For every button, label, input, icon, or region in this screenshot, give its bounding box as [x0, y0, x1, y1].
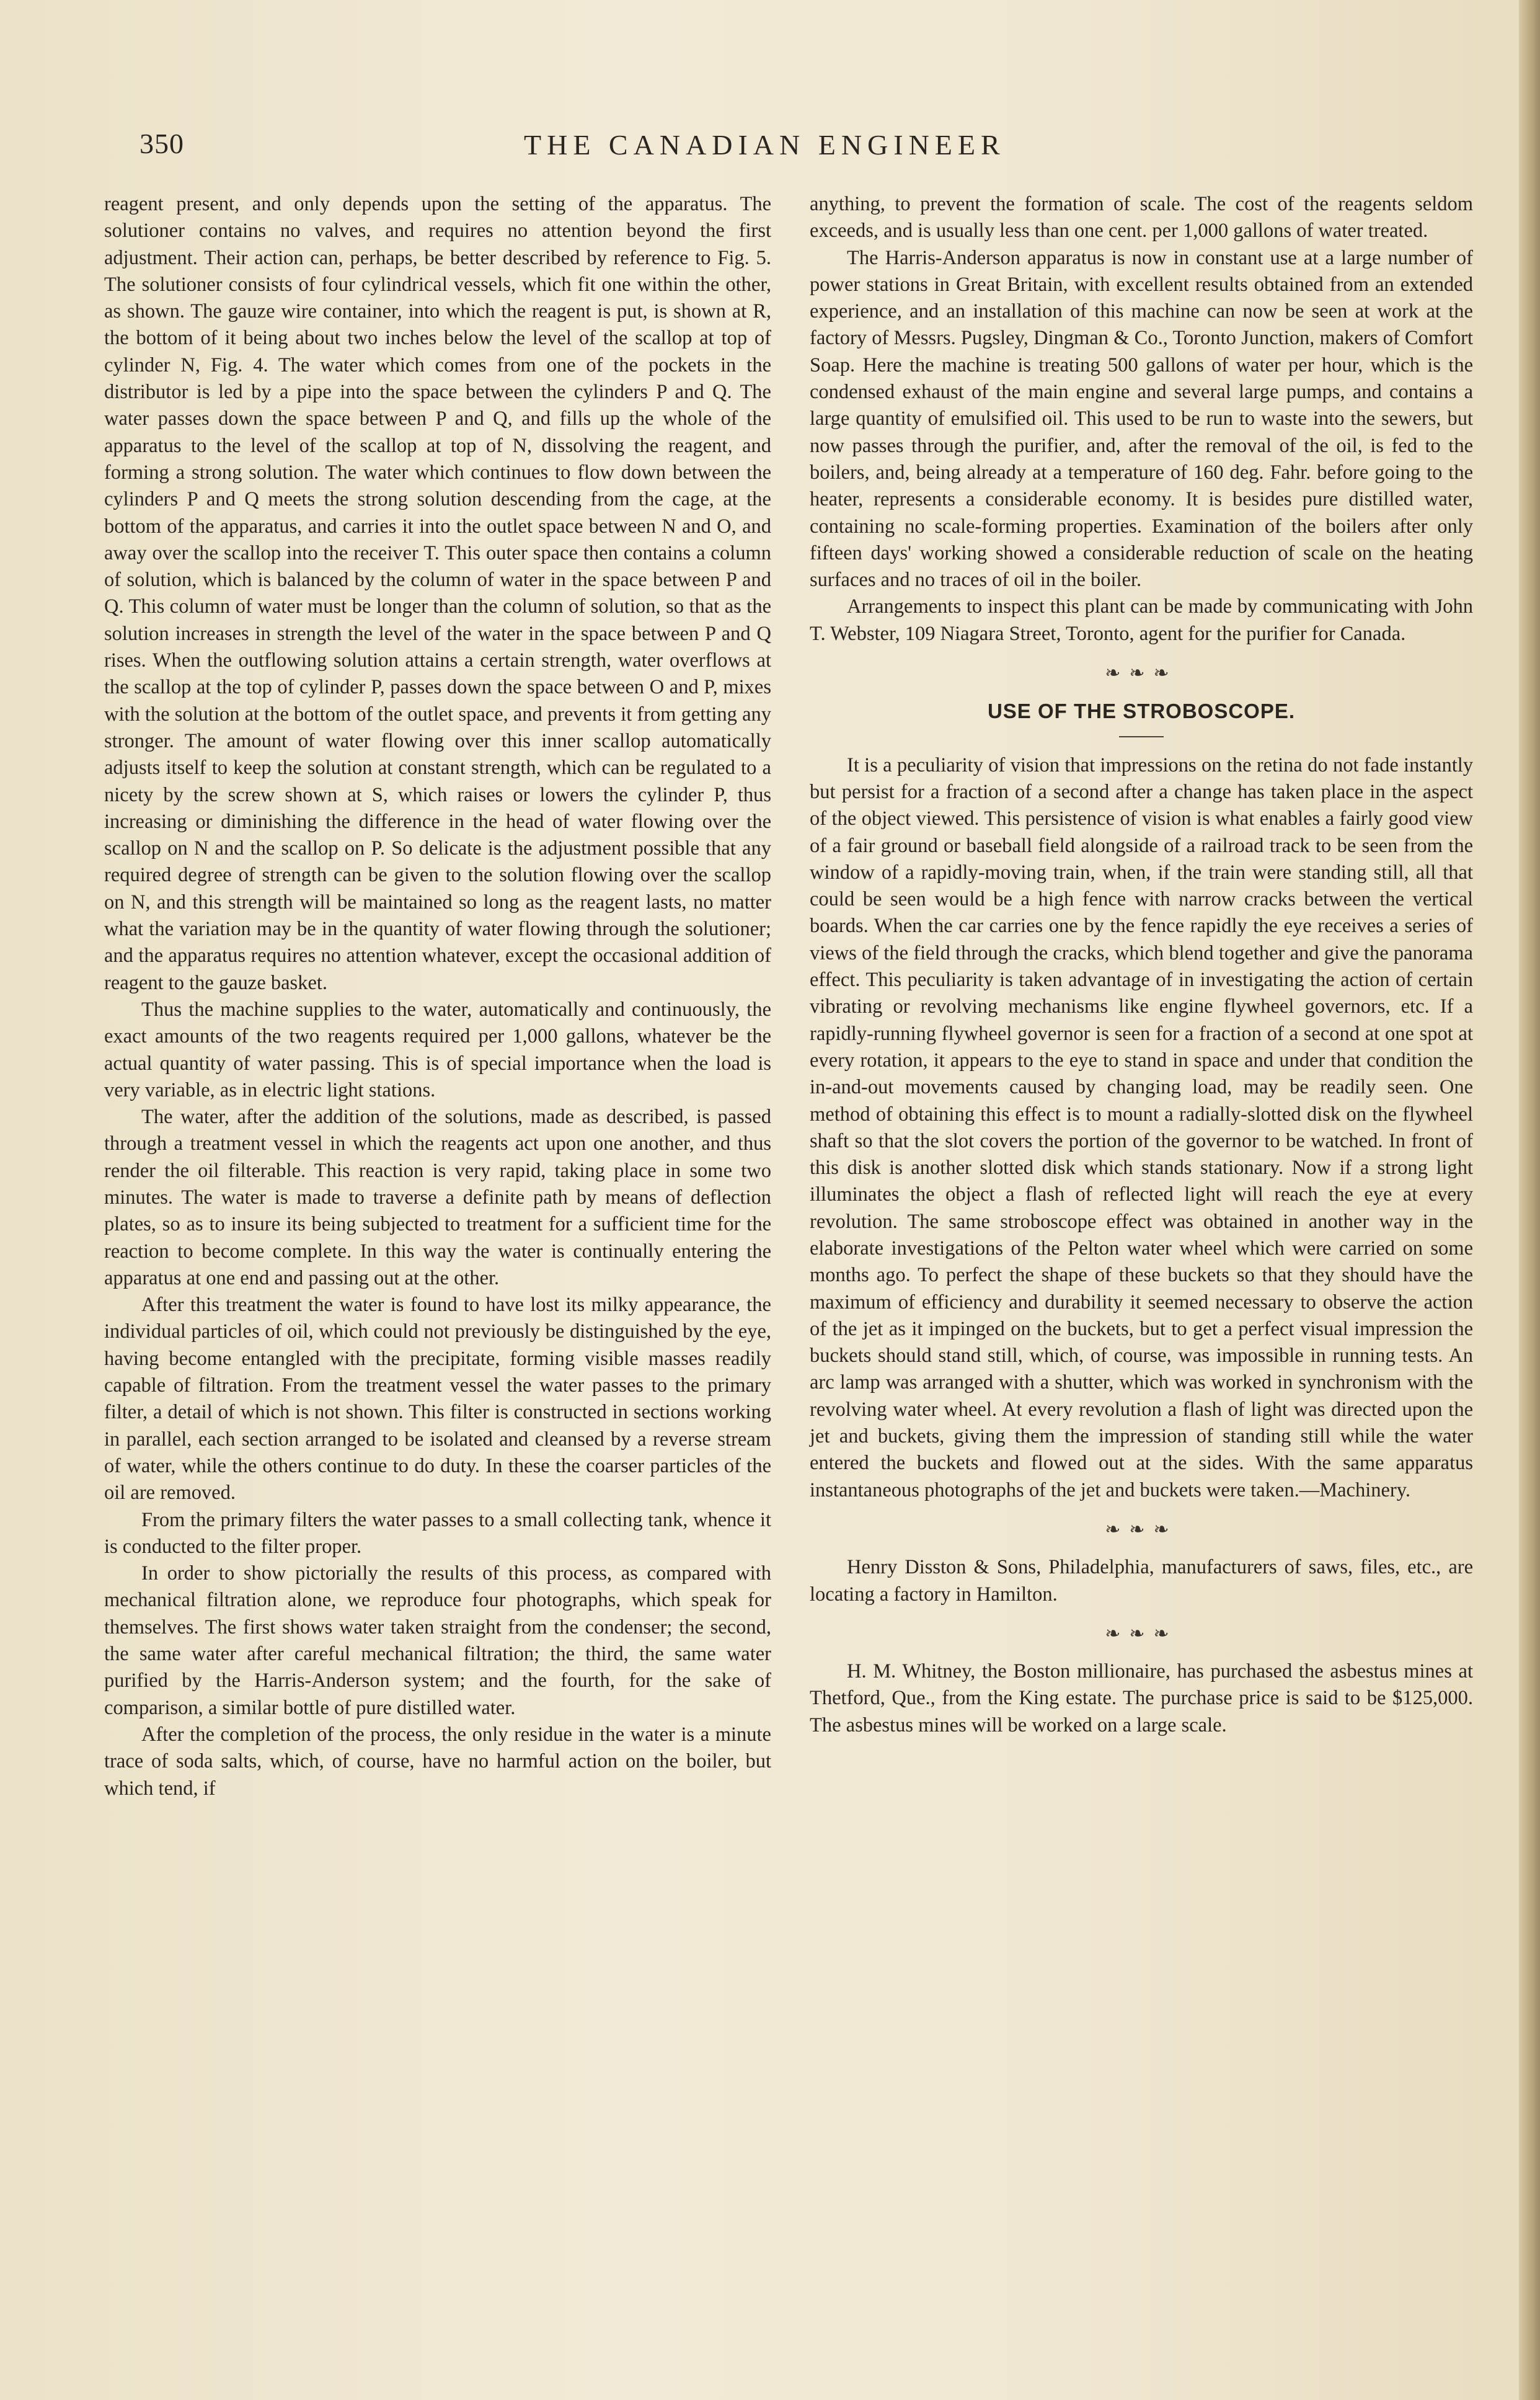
- page-number: 350: [139, 128, 184, 159]
- paragraph-photographs: In order to show pictorially the results of this process, as compared with mechanical filtration alone, we reproduce four photographs, which speak for themselves. The first shows water taken straight from the condenser; the second, the same water after careful mechanical filtration; the third, the same water purified by the Harris-Anderson system; and the fourth, for the sake of comparison, a similar bottle of pure distilled water.: [104, 1562, 771, 1719]
- paragraph-supplies: Thus the machine supplies to the water, automatically and continuously, the exact amounts of the two reagents required per 1,000 gallons, whatever be the actual quantity of water passing. This is of special importance when the load is very variable, as in electric light stations.: [104, 998, 771, 1101]
- section-title: USE OF THE STROBOSCOPE.: [987, 700, 1296, 723]
- paragraph-stroboscope: It is a peculiarity of vision that impressions on the retina do not fade instantly but persist for a fraction of a second after a change has taken place in the aspect of the object viewed. This persistence of vision is what enables a fairly good view of a fair ground or baseball field alongside of a railroad track to be seen from the window of a rapidly-moving train, when, if the train were standing still, all that could be seen would be a high fence with narrow cracks between the vertical boards. When the car carries one by the fence rapidly the eye receives a series of views of the field through the cracks, which blend together and give the panorama effect. This peculiarity is taken advantage of in investigating the action of certain vibrating or revolving mechanisms like engine flywheel governors, etc. If a rapidly-running flywheel governor is seen for a fraction of a second at one spot at every rotation, it appears to the eye to stand in space and under that condition the in-and-out movements caused by changing load, may be readily seen. One method of obtaining this effect is to mount a radially-slotted disk on the flywheel shaft so that the slot covers the portion of the governor to be watched. In front of this disk is another slotted disk which stands stationary. Now if a strong light illuminates the object a flash of reflected light will reach the eye at every revolution. The same stroboscope effect was obtained in another way in the elaborate investigations of the Pelton water wheel which were carried on some months ago. To perfect the shape of these buckets so that they should have the maximum of efficiency and durability it seemed necessary to observe the action of the jet as it impinged on the buckets, but to get a perfect visual impression the buckets should stand still, which, of course, was impossible in running tests. An arc lamp was arranged with a shutter, which was worked in synchronism with the revolving water wheel. At every revolution a flash of light was directed upon the jet and buckets, giving them the impression of standing still while the water entered the buckets and flowed out at the sides. With the same apparatus instantaneous photographs of the jet and buckets were taken.—Machinery.: [810, 753, 1473, 1501]
- notice-disston: Henry Disston & Sons, Philadelphia, manufacturers of saws, files, etc., are locating a factory in Hamilton.: [810, 1556, 1473, 1606]
- journal-title: THE CANADIAN ENGINEER: [524, 129, 1006, 161]
- paragraph-harris-anderson: The Harris-Anderson apparatus is now in constant use at a large number of power stations in Great Britain, with excellent results obtained from an extended experience, and an installation of this machine can now be seen at work at the factory of Messrs. Pugsley, Dingman & Co., Toronto Junction, makers of Comfort Soap. Here the machine is treating 500 gallons of water per hour, which is the condensed exhaust of the main engine and several large pumps, and contains a large quantity of emulsified oil. This used to be run to waste into the sewers, but now passes through the purifier, and, after the removal of the oil, is fed to the boilers, and, being already at a temperature of 160 deg. Fahr. before going to the heater, represents a considerable economy. It is besides pure distilled water, containing no scale-forming properties. Examination of the boilers after only fifteen days' working showed a considerable reduction of scale on the heating surfaces and no traces of oil in the boiler.: [810, 246, 1473, 592]
- paragraph-collecting-tank: From the primary filters the water passes to a small collecting tank, whence it is conducted to the filter proper.: [104, 1508, 771, 1558]
- paragraph-scale-cost: anything, to prevent the formation of scale. The cost of the reagents seldom exceeds, and is usually less than one cent. per 1,000 gallons of water treated.: [810, 193, 1473, 242]
- notice-whitney: H. M. Whitney, the Boston millionaire, has purchased the asbestus mines at Thetford, Que., from the King estate. The purchase price is said to be $125,000. The asbestus mines will be worked on a large scale.: [810, 1660, 1473, 1736]
- left-column: [104, 191, 771, 1802]
- paragraph-primary-filter: After this treatment the water is found to have lost its milky appearance, the individual particles of oil, which could not previously be distinguished by the eye, having become entangled with the precipitate, forming visible masses readily capable of filtration. From the treatment vessel the water passes to the primary filter, a detail of which is not shown. This filter is constructed in sections working in parallel, each section arranged to be isolated and cleansed by a reverse stream of water, while the others continue to do duty. In these the coarser particles of the oil are removed.: [104, 1294, 771, 1504]
- paragraph-treatment-vessel: The water, after the addition of the solutions, made as described, is passed through a treatment vessel in which the reagents act upon one another, and thus render the oil filterable. This reaction is very rapid, taking place in some two minutes. The water is made to traverse a definite path by means of deflection plates, so as to insure its being subjected to treatment for a sufficient time for the reaction to become complete. In this way the water is continually entering the apparatus at one end and passing out at the other.: [104, 1106, 771, 1289]
- section-separator: ❧❧❧: [1105, 663, 1178, 684]
- paragraph-residue: After the completion of the process, the only residue in the water is a minute trace of soda salts, which, of course, have no harmful action on the boiler, but which tend, if: [104, 1723, 771, 1800]
- title-rule: [1119, 736, 1164, 737]
- right-column: [810, 191, 1473, 1739]
- section-separator: ❧❧❧: [1105, 1519, 1178, 1540]
- binding-edge: [1519, 0, 1540, 2400]
- page-header: [139, 127, 1355, 171]
- paragraph-arrangements: Arrangements to inspect this plant can be made by communicating with John T. Webster, 109 Niagara Street, Toronto, agent for the purifier for Canada.: [810, 595, 1473, 645]
- paragraph-solutioner: reagent present, and only depends upon the setting of the apparatus. The solutioner contains no valves, and requires no attention beyond the first adjustment. Their action can, perhaps, be better described by reference to Fig. 5. The solutioner consists of four cylindrical vessels, which fit one within the other, as shown. The gauze wire container, into which the reagent is put, is shown at R, the bottom of it being about two inches below the level of the scallop at top of cylinder N, Fig. 4. The water which comes from one of the pockets in the distributor is led by a pipe into the space between the cylinders P and Q. The water passes down the space between P and Q, and fills up the whole of the apparatus to the level of the scallop at top of N, dissolving the reagent, and forming a strong solution. The water which continues to flow down between the cylinders P and Q meets the strong solution descending from the cage, at the bottom of the apparatus, and carries it into the outlet space between N and O, and away over the scallop into the receiver T. This outer space then contains a column of solution, which is balanced by the column of water in the space between P and Q. This column of water must be longer than the column of solution, so that as the solution increases in strength the level of the water in the space between P and Q rises. When the outflowing solution attains a certain strength, water overflows at the scallop at the top of cylinder P, passes down the space between O and P, mixes with the solution at the bottom of the outlet space, and prevents it from getting any stronger. The amount of water flowing over this inner scallop automatically adjusts itself to keep the solution at constant strength, which can be regulated to a nicety by the screw shown at S, which raises or lowers the cylinder P, thus increasing or diminishing the difference in the head of water flowing over the scallop on N and the scallop on P. So delicate is the adjustment possible that any required degree of strength can be given to the solution flowing over the scallop on N, and this strength will be maintained so long as the reagent lasts, no matter what the variation may be in the quantity of water flowing through the solutioner; and the apparatus requires no attention whatever, except the occasional addition of reagent to the gauze basket.: [104, 193, 771, 994]
- section-separator: ❧❧❧: [1105, 1623, 1178, 1644]
